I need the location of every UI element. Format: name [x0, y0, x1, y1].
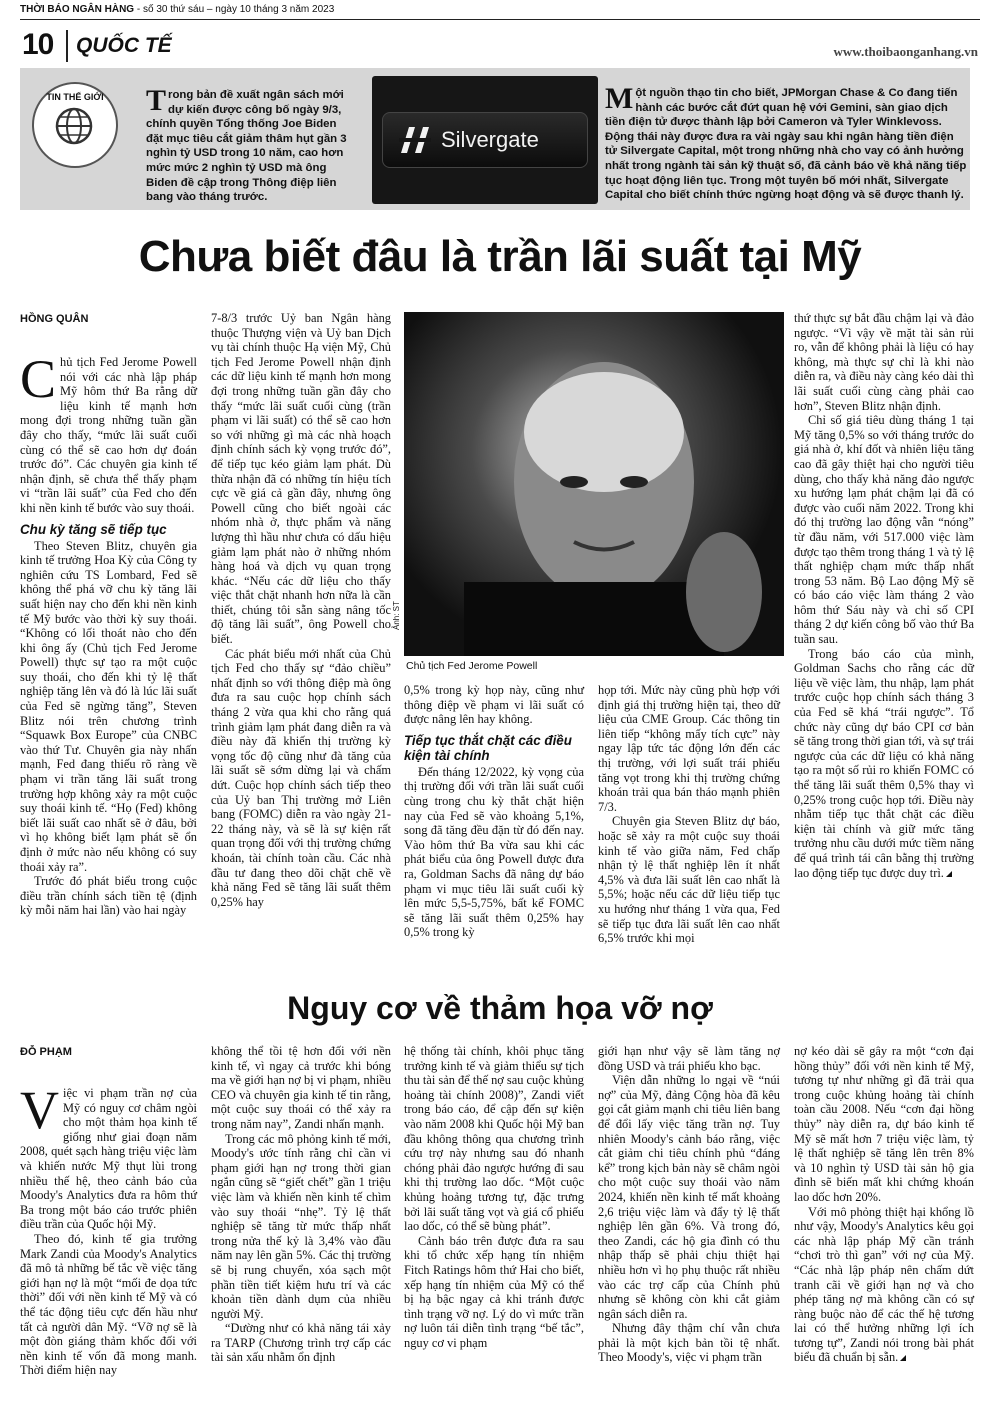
page-header: [20, 26, 980, 66]
paragraph: hệ thống tài chính, khôi phục tăng trưởng kinh tế và giảm thiểu sự tịch thu tài sản để thế nợ sau cuộc khủng hoảng tài chính 2008)”, Zandi viết trong báo cáo, để cập đến sự kiện vào năm 2008 khi Quốc hội Mỹ ban đầu không thông qua chương trình cứu trợ này nhưng sau đó nhanh chóng phải đảo ngược hướng đi sau khi thị trường lao dốc. “Một cuộc khủng hoảng tương tự, đặc trưng bởi lãi suất tăng vọt và giá cổ phiếu lao dốc, có thể sẽ bùng phát”.: [404, 1044, 584, 1234]
subheading: Chu kỳ tăng sẽ tiếp tục: [20, 521, 167, 537]
end-mark-icon: [946, 871, 952, 877]
brief-item-budget: [146, 84, 356, 205]
article1-column-1: [20, 349, 197, 918]
paragraph: giới hạn như vậy sẽ làm tăng nợ đồng USD và trái phiếu kho bạc.: [598, 1044, 780, 1073]
brief-text: rong bản đề xuất ngân sách mới dự kiến được công bố ngày 9/3, chính quyền Tổng thống Joe Biden đặt mục tiêu cắt giảm thâm hụt gần 3 nghìn tỷ USD trong 10 năm, cao hơn mức mức 2 nghìn tỷ USD mà ông Biden đề cập trong Thông điệp liên bang vào tháng trước.: [146, 89, 347, 204]
portrait-illustration: [404, 312, 784, 656]
article2-column-1: [20, 1080, 197, 1378]
article2-column-5: [794, 1044, 974, 1365]
paragraph: Chỉ số giá tiêu dùng tháng 1 tại Mỹ tăng 0,5% so với tháng trước do giá nhà ở, khí đốt và nhiên liệu tăng cao đã gây thiệt hại cho người tiêu dùng, cho thấy khả năng đảo ngược xu hướng lạm phát chậm lại đã có được vào cuối năm 2022. Trong khi đó thị trường lao động vẫn “nóng” từ đầu năm, với 517.000 việc làm được tạo thêm trong tháng 1 và tỷ lệ thất nghiệp chạm mức thấp nhất trong 53 năm. Bộ Lao động Mỹ sẽ có báo cáo việc làm tháng 2 vào hôm thứ Sáu này và chỉ số CPI tháng 2 dự kiến công bố vào thứ Ba tuần sau.: [794, 413, 974, 647]
paragraph: Chủ tịch Fed Jerome Powell nói với các nhà lập pháp Mỹ hôm thứ Ba rằng dữ liệu kinh tế mạnh hơn mong đợi trong những tuần gần đây cho thấy, “mức lãi suất cuối cùng có thể sẽ cao hơn dự đoán trước đó”. Các chuyên gia kinh tế nhận định, sẽ chưa thể thấy phạm vi “trần lãi suất” của Fed cho đến khi nền kinh tế bước vào suy thoái.: [20, 349, 197, 515]
paragraph: Đến tháng 12/2022, kỳ vọng của thị trường đối với trần lãi suất cuối cùng trong chu kỳ thắt chặt hiện nay của Fed sẽ vào khoảng 5,1%, song đã tăng đều đặn từ đó đến nay. Vào hôm thứ Ba vừa sau khi các phát biểu của ông Powell được đưa ra, Goldman Sachs đã nâng dự báo phạm vi mục tiêu lãi suất cuối kỳ lên mức 5,5-5,75%, bất kể FOMC sẽ tăng lãi suất thêm 0,25% hay 0,5% trong kỳ: [404, 764, 584, 940]
photo-credit: Ảnh: ST: [392, 601, 401, 630]
paragraph: nợ kéo dài sẽ gây ra một “cơn đại hồng thủy” đối với nền kinh tế Mỹ, tương tự như những gì đã trải qua trong cuộc khủng hoảng tài chính toàn cầu 2008. Nếu “cơn đại hồng thủy” này diễn ra, dự báo kinh tế Mỹ sẽ mất hơn 7 triệu việc làm, tỷ lệ thất nghiệp sẽ tăng lên trên 8% và 10 nghìn tỷ USD tài sản hộ gia đình sẽ biến mất khi chứng khoán lao dốc hơn 20%.: [794, 1044, 974, 1204]
section-title: QUỐC TẾ: [76, 34, 172, 57]
article2-byline: ĐỖ PHẠM: [20, 1046, 72, 1058]
photo-caption: Chủ tịch Fed Jerome Powell: [406, 660, 538, 672]
globe-icon: [54, 106, 94, 146]
article1-byline: HỒNG QUÂN: [20, 313, 89, 325]
brief-dropcap: M: [605, 82, 634, 115]
brief-dropcap: T: [146, 84, 167, 117]
article2-column-2: [211, 1044, 391, 1365]
paragraph: 7-8/3 trước Uỷ ban Ngân hàng thuộc Thượng viện và Uỷ ban Dịch vụ tài chính thuộc Hạ viện Mỹ, Chủ tịch Fed Jerome Powell nhận định các dữ liệu kinh tế mạnh hơn mong đợi trong những tuần gần đây cho thấy “mức lãi suất cuối cùng (trần phạm vi lãi suất) có thể sẽ cao hơn so với những gì mà các nhà hoạch định chính sách kỳ vọng trước đó”, để tiếp tục kéo giảm lạm phát. Dù thừa nhận đã có những tín hiệu tích cực về giá cả gần đây, nhưng ông Powell cũng cho biết ngoài các nhóm nhà ở, thực phẩm và năng lượng thì hầu như chưa có dấu hiệu giảm lạm phát nào ở những nhóm hàng hoá và dịch vụ quan trọng khác. “Nếu các dữ liệu cho thấy việc thắt chặt nhanh hơn nữa là cần thiết, chúng tôi sẵn sàng nâng tốc độ tăng lãi suất”, ông Powell cho biết.: [211, 311, 391, 647]
website-link[interactable]: www.thoibaonganhang.vn: [833, 44, 978, 59]
article1-headline: Chưa biết đâu là trần lãi suất tại Mỹ: [138, 232, 862, 281]
article2-headline: Nguy cơ về thảm họa vỡ nợ: [287, 990, 713, 1026]
silvergate-panel: [382, 112, 588, 168]
badge-label: TIN THẾ GIỚI: [46, 92, 104, 102]
article1-column-3: [404, 683, 584, 940]
dropcap: C: [20, 349, 57, 409]
paragraph: thứ thực sự bắt đầu chậm lại và đảo ngược. “Vì vậy về mặt tài sản rủi ro, vẫn để không phải là liệu có hay không, mà thực sự chỉ là khi nào diễn ra, và điều này càng kéo dài thì lãi suất cuối cùng càng phải cao hơn”, Steven Blitz nhận định.: [794, 311, 974, 413]
paper-name: THỜI BÁO NGÂN HÀNG: [20, 4, 135, 15]
silvergate-image: [372, 76, 598, 204]
paragraph: Theo Steven Blitz, chuyên gia kinh tế trưởng Hoa Kỳ của Công ty nghiên cứu TS Lombard, Fed sẽ không thể phá vỡ chu kỳ tăng lãi suất hiện nay cho đến khi nền kinh tế Mỹ bước vào thời kỳ suy thoái. “Không có lối thoát nào cho đến khi ông ấy (Chủ tịch Fed Jerome Powell) thực sự tạo ra một cuộc suy thoái, cho đến khi tỷ lệ thất nghiệp tăng lên và đó là lúc lãi suất của Fed sẽ ngừng tăng”, Steven Blitz nói trên chương trình “Squawk Box Europe” của CNBC vào thứ Tư. Chuyên gia này nhấn mạnh, Fed đang thiếu rõ ràng về phạm vi trần tăng lãi suất trong trường hợp không xảy ra một cuộc suy thoái kinh tế. “Họ (Fed) không biết lãi suất cao nhất sẽ ở đâu, bởi vì họ không biết lạm phát sẽ ổn định ở mức nào nếu không có suy thoái xảy ra”.: [20, 538, 197, 874]
article1-column-5: [794, 311, 974, 880]
paragraph: Trước đó phát biểu trong cuộc điều trần chính sách tiền tệ (định kỳ mỗi năm hai lần) vào hai ngày: [20, 874, 197, 918]
paragraph: Theo đó, kinh tế gia trưởng Mark Zandi của Moody's Analytics đã mô tả những bế tắc về việc tăng giới hạn nợ là một “mối đe dọa tức thời” đối với nền kinh tế Mỹ và có thể tác động tiêu cực đến hầu như tất cả người dân Mỹ. “Vỡ nợ sẽ là một đòn giáng thảm khốc đối với nền kinh tế vốn đã mong manh. Thời điểm hiện nay: [20, 1231, 197, 1378]
paragraph: “Dường như có khả năng tái xảy ra TARP (Chương trình trợ cấp các tài sản xấu nhằm ổn định: [211, 1321, 391, 1365]
paragraph: Trong báo cáo của mình, Goldman Sachs cho rằng các dữ liệu về việc làm, thu nhập, lạm phát trước cuộc họp chính sách tháng 3 của Fed sẽ khá “trái ngược”. Tổ chức này cũng dự báo CPI cơ bản sẽ tăng trong thời gian tới, và sự trái ngược của các dữ liệu có khả năng tạo ra một số rủi ro khiến FOMC có thể tăng lãi suất thêm 0,5% thay vì 0,25% trong cuộc họp tới. Điều này nhằm tiếp tục thắt chặt các điều kiện tài chính và giữ mức tăng trưởng nhu cầu dưới mức tiềm năng để quá trình tái cân bằng thị trường lao động tiếp tục được duy trì.: [794, 646, 974, 880]
news-brief-bar: [20, 68, 970, 210]
paragraph: 0,5% trong kỳ họp này, cũng như thông điệp về phạm vi lãi suất có được nâng lên hay không.: [404, 683, 584, 727]
silvergate-logo-icon: [397, 123, 433, 157]
article1-column-4: [598, 683, 780, 946]
paragraph: Nhưng đây thậm chí vẫn chưa phải là một kịch bản tồi tệ nhất. Theo Moody's, việc vi phạm trần: [598, 1321, 780, 1365]
brief-text: ột nguồn thạo tin cho biết, JPMorgan Chase & Co đang tiến hành các bước cắt đứt quan hệ với Gemini, sàn giao dịch tiền điện tử được thành lập bởi Cameron và Tyler Winklevoss. Động thái này được đưa ra vài ngày sau khi ngân hàng tiền điện tử Silvergate Capital, một trong những nhà cho vay có ảnh hưởng nhất trong ngành tài sản kỹ thuật số, đã cảnh báo về khả năng tiếp tục hoạt động liên tục. Trong một tuyên bố mới nhất, Silvergate Capital cho biết chính thức ngừng hoạt động và sẽ được thanh lý.: [605, 87, 967, 202]
paragraph: họp tới. Mức này cũng phù hợp với định giá thị trường hiện tại, theo dữ liệu của CME Group. Các thông tin liên tiếp “không mấy tích cực” này ngay lập tức tác động lớn đến các thị trường, với lợi suất trái phiếu tăng vọt trong khi thị trường chứng khoán trải qua bán tháo mạnh phiên 7/3.: [598, 683, 780, 814]
paragraph: Với mô phỏng thiệt hại khổng lồ như vậy, Moody's Analytics kêu gọi các nhà lập pháp Mỹ cần tránh “chơi trò thì gan” với nợ của Mỹ. “Các nhà lập pháp nên chấm dứt tranh cãi về giới hạn nợ và cho phép tăng nợ mà không cần có sự ràng buộc nào để các thế hệ tương lai có thể hưởng những lợi ích tương tự”, Zandi nói trong bài phát biểu đã chuẩn bị sẵn.: [794, 1204, 974, 1365]
paragraph: Việc vi phạm trần nợ của Mỹ có nguy cơ châm ngòi cho một thảm họa kinh tế giống như giai đoạn năm 2008, quét sạch hàng triệu việc làm và khiến nước Mỹ thụt lùi trong nhiều thế hệ, theo cảnh báo của Moody's Analytics đưa ra hôm thứ Ba trong một báo cáo trước phiên điều trần của Quốc hội Mỹ.: [20, 1080, 197, 1232]
issue-info: - số 30 thứ sáu – ngày 10 tháng 3 năm 2023: [134, 4, 335, 15]
subheading: Tiếp tục thắt chặt các điều kiện tài chính: [404, 732, 572, 763]
dropcap: V: [20, 1080, 59, 1140]
end-mark-icon: [900, 1355, 906, 1361]
page-number: 10: [22, 28, 54, 61]
header-divider: [66, 30, 68, 62]
world-news-badge: [32, 82, 118, 168]
paragraph: không thể tồi tệ hơn đối với nền kinh tế, vì ngay cả trước khi bóng ma về giới hạn nợ bị vi phạm, nhiều CEO và chuyên gia kinh tế tin rằng, một cuộc suy thoái có thể xảy ra trong năm nay”, Zandi nhấn mạnh.: [211, 1044, 391, 1131]
article2-column-4: [598, 1044, 780, 1365]
powell-photo: [404, 312, 784, 656]
brief-item-jpmorgan: [605, 82, 967, 203]
silvergate-logo-text: Silvergate: [441, 127, 539, 152]
masthead-line: [20, 4, 980, 20]
paragraph: Chuyên gia Steven Blitz dự báo, hoặc sẽ xảy ra một cuộc suy thoái kinh tế vào giữa năm, Fed chấp nhận tỷ lệ thất nghiệp lên ít nhất 4,5% và đưa lãi suất lên cao nhất là 5,5%; hoặc nếu các dữ liệu tiếp tục xu hướng như tháng 1 vừa qua, Fed sẽ tiếp tục đưa lãi suất lên cao nhất 6,5% trước khi mọi: [598, 814, 780, 946]
paragraph: Trong các mô phỏng kinh tế mới, Moody's ước tính rằng chỉ cần vi phạm giới hạn nợ trong thời gian ngắn cũng sẽ “giết chết” gần 1 triệu việc làm và khiến nền kinh tế chìm vào suy thoái “nhẹ”. Tỷ lệ thất nghiệp sẽ tăng từ mức thấp nhất trong nửa thế kỷ là 3,4% vào đầu năm nay lên gần 5%. Các thị trường sẽ bị rung chuyển, xóa sạch một phần tiền tiết kiệm hưu trí và các khoản tiền dành dụm của nhiều người Mỹ.: [211, 1131, 391, 1321]
paragraph: Cảnh báo trên được đưa ra sau khi tổ chức xếp hạng tín nhiệm Fitch Ratings hôm thứ Hai cho biết, xếp hạng tín nhiệm của Mỹ có thể bị hạ bậc ngay cả khi tránh được tình trạng vỡ nợ. Lý do vì mức trần nợ luôn tái diễn tình trạng “bế tắc”, nguy cơ vi phạm: [404, 1233, 584, 1350]
article2-column-3: [404, 1044, 584, 1350]
article1-column-2: [211, 311, 391, 909]
paragraph: Viện dẫn những lo ngại về “núi nợ” của Mỹ, đảng Cộng hòa đã kêu gọi cắt giảm mạnh chi tiêu liên bang để đổi lấy việc tăng trần nợ. Tuy nhiên Moody's cảnh báo rằng, việc cắt giảm chi tiêu chính phủ “đáng kể” trong kịch bản này sẽ châm ngòi cho một cuộc suy thoái vào năm 2024, khiến nền kinh tế mất khoảng 2,6 triệu việc làm và đẩy tỷ lệ thất nghiệp lên gần 6%. Và trong đó, theo Zandi, các hộ gia đình có thu nhập thấp sẽ phải chịu thiệt hại nhiều hơn vì họ phụ thuộc rất nhiều vào các trợ cấp của Chính phủ nhưng sẽ không còn khi cắt giảm ngân sách diễn ra.: [598, 1073, 780, 1321]
paragraph: Các phát biểu mới nhất của Chủ tịch Fed cho thấy sự “đảo chiều” nhất định so với thông điệp mà ông đưa ra sau cuộc họp chính sách tháng 2 vừa qua khi cho rằng quá trình giảm lạm phát đang diễn ra và điều này đã khiến thị trường kỳ vọng tốc độ cũng như đà tăng của lãi suất sẽ sớm dừng lại và chấm dứt. Cuộc họp chính sách tiếp theo của Uỷ ban Thị trường mở Liên bang (FOMC) diễn ra vào ngày 21-22 tháng này, và sẽ là sự kiện rất quan trọng đối với thị trường chứng khoán, tài chính toàn cầu. Các nhà đầu tư đang theo dõi chặt chẽ về khả năng Fed sẽ tăng lãi suất thêm 0,25% hay: [211, 646, 391, 909]
